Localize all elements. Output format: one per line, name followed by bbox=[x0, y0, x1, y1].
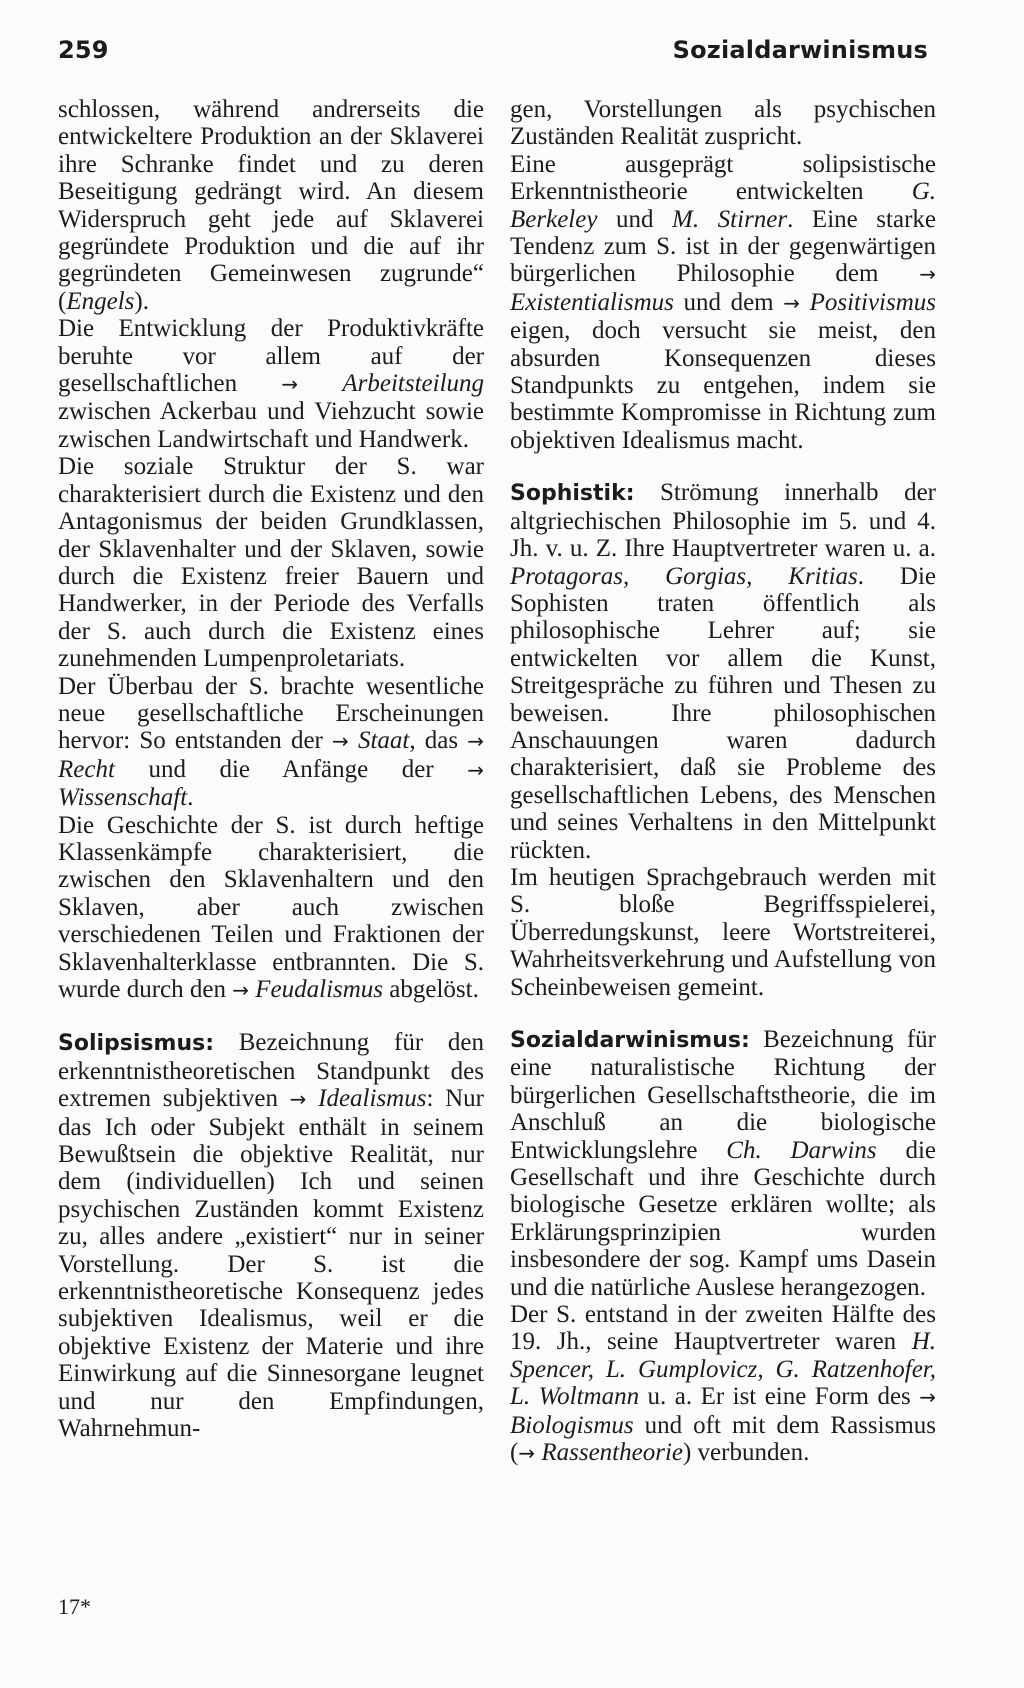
arrow-icon: → bbox=[467, 757, 484, 782]
entry-term: Sophistik: bbox=[510, 481, 635, 507]
entry-term: Sozialdarwinismus: bbox=[510, 1028, 750, 1053]
paragraph-superstructure: Der Überbau der S. brachte wesentliche neue gesellschaftliche Erscheinungen hervor: So entstanden der → Staat, das → Recht und die Anfänge der → Wissenschaft. bbox=[58, 672, 484, 812]
entry-sozialdarwinismus: Sozialdarwinismus: Bezeichnung für eine naturalistische Richtung der bürgerlichen Gesellschaftstheorie, die im Anschluß an die biologische Entwicklungslehre Ch. Darwins die Gesellschaft und ihre Geschichte durch biologische Gesetze erklären wollte; als Erklärungsprinzipien wurden insbesondere der sog. Kampf ums Dasein und die natürliche Auslese herangezogen. bbox=[510, 1026, 936, 1301]
representative-names: H. Spencer, L. Gumplovicz, G. Ratzenhofer, L. Woltmann bbox=[510, 1328, 936, 1411]
arrow-icon: → bbox=[232, 978, 250, 1002]
arrow-icon: → bbox=[289, 1087, 307, 1112]
arrow-icon: → bbox=[332, 729, 349, 754]
author-berkeley: G. Berkeley bbox=[510, 178, 936, 233]
cross-ref-feudalismus[interactable]: Feudalismus bbox=[255, 976, 384, 1003]
paragraph-productive-forces: Die Entwicklung der Produktivkräfte beruhte vor allem auf der gesellschaftlichen → Arbeitsteilung zwischen Ackerbau und Viehzucht sowie zwischen Landwirtschaft und Handwerk. bbox=[58, 315, 485, 453]
right-column bbox=[510, 96, 936, 1468]
entry-term: Solipsismus: bbox=[58, 1031, 214, 1057]
page-number: 259 bbox=[58, 36, 109, 64]
cross-ref-biologismus[interactable]: Biologismus bbox=[510, 1411, 634, 1439]
paragraph-solipsismus-cont: gen, Vorstellungen als psychischen Zuständen Realität zuspricht. bbox=[510, 96, 936, 151]
cross-ref-positivismus[interactable]: Positivismus bbox=[809, 288, 937, 316]
left-column bbox=[58, 96, 484, 1443]
cross-ref-rassentheorie[interactable]: Rassentheorie bbox=[541, 1439, 683, 1467]
author-stirner: M. Stirner bbox=[672, 205, 788, 233]
paragraph-solipsist-theory: Eine ausgeprägt solipsistische Erkenntnistheorie entwickelten G. Berkeley und M. Stirner. Eine starke Tendenz zum S. ist in der gegenwärtigen bürgerlichen Philosophie dem → Existentialismus und dem → Positivismus eigen, doch versucht sie meist, den absurden Konsequenzen dieses Standpunkts zu entgehen, indem sie bestimmte Kompromisse in Richtung zum objektiven Idealismus macht. bbox=[510, 150, 937, 454]
running-head: Sozialdarwinismus bbox=[672, 36, 928, 64]
paragraph-social-structure: Die soziale Struktur der S. war charakterisiert durch die Existenz und den Antagonismus der beiden Grundklassen, der Sklavenhalter und der Sklaven, sowie durch die Existenz freier Bauern und Handwerker, in der Periode des Verfalls der S. auch durch die Existenz eines zunehmenden Lumpenproletariats. bbox=[58, 453, 484, 673]
author-engels: Engels bbox=[66, 287, 135, 315]
arrow-icon: → bbox=[281, 372, 299, 397]
arrow-icon: → bbox=[783, 290, 800, 315]
entry-sophistik: Sophistik: Strömung innerhalb der altgriechischen Philosophie im 5. und 4. Jh. v. u. Z. Ihre Hauptvertreter waren u. a. Protagoras, Gorgias, Kritias. Die Sophisten traten öffentlich als philosophische Lehrer auf; sie entwickelten vor allem die Kunst, Streitgespräche zu führen und Thesen zu beweisen. Ihre philosophischen Anschauungen waren dadurch charakterisiert, daß sie Probleme des gesellschaftlichen Lebens, des Menschen und seines Verhaltens in den Mittelpunkt rückten. bbox=[510, 479, 936, 864]
entry-solipsismus: Solipsismus: Bezeichnung für den erkenntnistheoretischen Standpunkt des extremen subjektiven → Idealismus: Nur das Ich oder Subjekt enthält in seinem Bewußtsein die objektive Realität, nur dem (individuellen) Ich und seinen psychischen Zuständen kommt Existenz zu, alles andere „existiert“ nur in seiner Vorstellung. Der S. ist die erkenntnistheoretische Konsequenz jedes subjektiven Idealismus, weil er die objektive Existenz der Materie und ihre Einwirkung auf die Sinnesorgane leugnet und nur den Empfindungen, Wahrnehmun- bbox=[58, 1029, 484, 1443]
cross-ref-idealismus[interactable]: Idealismus bbox=[318, 1085, 427, 1113]
arrow-icon: → bbox=[518, 1441, 536, 1466]
paragraph-class-struggle: Die Geschichte der S. ist durch heftige Klassenkämpfe charakterisiert, die zwischen den Sklavenhaltern und den Sklaven, aber auch zwischen verschiedenen Teilen und Fraktionen der Sklavenhalterklasse entbrannten. Die S. wurde durch den → Feudalismus abgelöst. bbox=[58, 811, 484, 1003]
cross-ref-staat[interactable]: Staat bbox=[357, 727, 410, 755]
arrow-icon: → bbox=[467, 729, 484, 754]
paragraph-sophistik-usage: Im heutigen Sprachgebrauch werden mit S. bloße Begriffsspielerei, Überredungskunst, leere Wortstreiterei, Wahrheitsverkehrung und Aufstellung von Scheinbeweisen gemeint. bbox=[510, 863, 936, 1001]
signature-mark: 17* bbox=[58, 1594, 91, 1619]
cross-ref-wissenschaft[interactable]: Wissenschaft bbox=[58, 784, 188, 812]
paragraph-sozialdarwinismus-history: Der S. entstand in der zweiten Hälfte des 19. Jh., seine Hauptvertreter waren H. Spencer, L. Gumplovicz, G. Ratzenhofer, L. Woltmann u. a. Er ist eine Form des → Biologismus und oft mit dem Rassismus (→ Rassentheorie) verbunden. bbox=[510, 1301, 936, 1467]
cross-ref-arbeitsteilung[interactable]: Arbeitsteilung bbox=[342, 370, 485, 398]
paragraph-slavery-end: schlossen, während andrerseits die entwickeltere Produktion an der Sklaverei ihre Schranke findet und zu deren Beseitigung gedrängt wird. An diesem Widerspruch geht jede auf Sklaverei gegründete Produktion und die auf ihr gegründeten Gemeinwesen zugrunde“ (Engels). bbox=[58, 96, 484, 315]
cross-ref-recht[interactable]: Recht bbox=[58, 755, 115, 783]
arrow-icon: → bbox=[919, 1385, 936, 1410]
cross-ref-existentialismus[interactable]: Existentialismus bbox=[510, 288, 674, 316]
arrow-icon: → bbox=[919, 262, 936, 287]
sophist-names: Protagoras, Gorgias, Kritias bbox=[510, 562, 858, 590]
author-darwin: Ch. Darwins bbox=[726, 1136, 877, 1164]
